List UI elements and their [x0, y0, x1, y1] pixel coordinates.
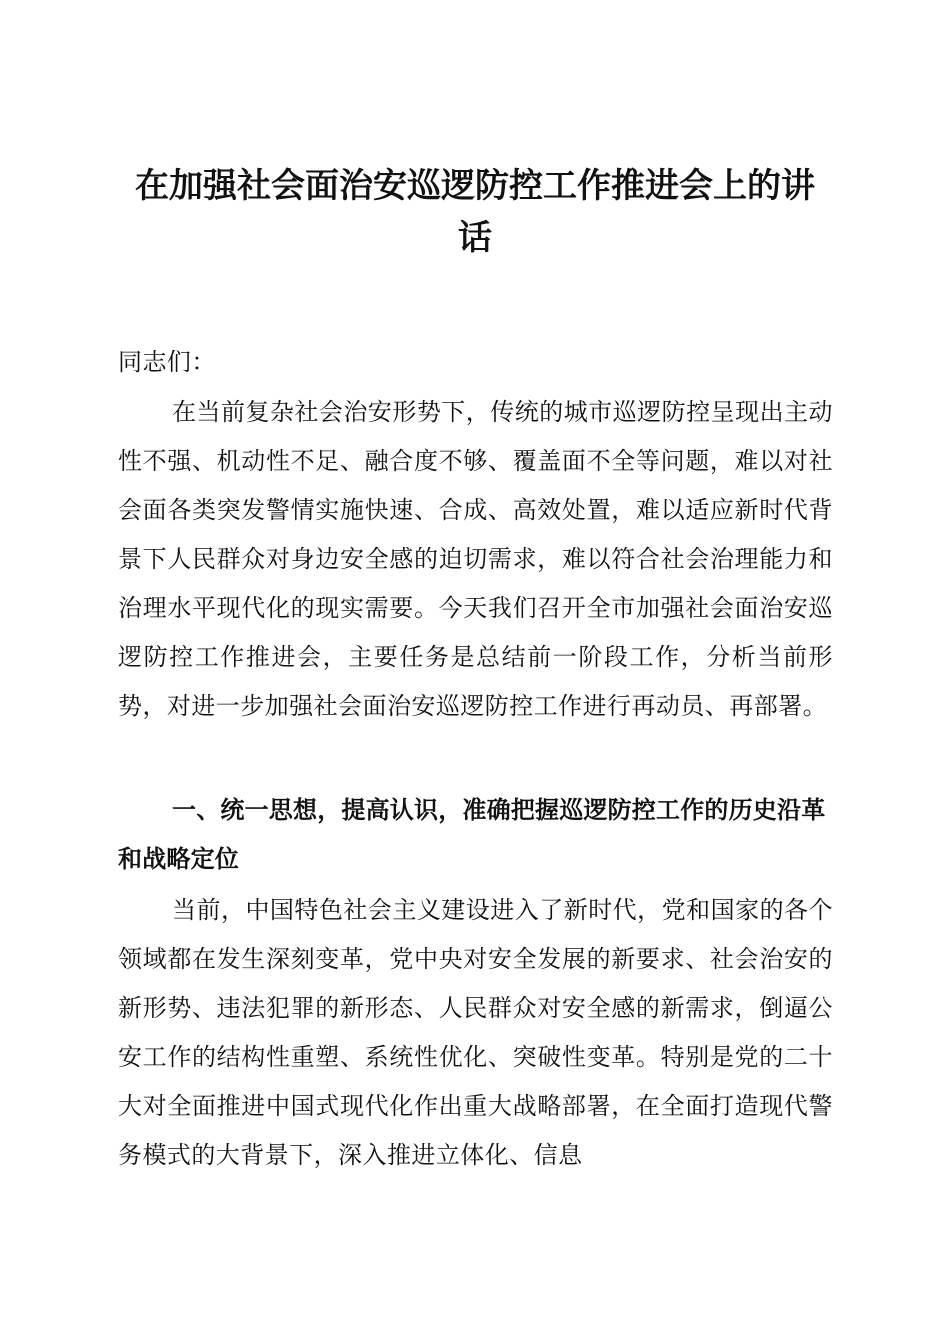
- document-title: 在加强社会面治安巡逻防控工作推进会上的讲话: [135, 166, 815, 258]
- section-heading: 一、统一思想，提高认识，准确把握巡逻防控工作的历史沿革和战略定位: [118, 796, 826, 873]
- body-paragraph: 在当前复杂社会治安形势下，传统的城市巡逻防控呈现出主动性不强、机动性不足、融合度不够、覆盖面不全等问题，难以对社会面各类突发警情实施快速、合成、高效处置，难以适应新时代背景下人民群众对身边安全感的迫切需求，难以符合社会治理能力和治理水平现代化的现实需要。今天我们召开全市加强社会面治安巡逻防控工作推进会，主要任务是总结前一阶段工作，分析当前形势，对进一步加强社会面治安巡逻防控工作进行再动员、再部署。: [118, 398, 833, 720]
- body-paragraph: 当前，中国特色社会主义建设进入了新时代，党和国家的各个领域都在发生深刻变革，党中央对安全发展的新要求、社会治安的新形势、违法犯罪的新形态、人民群众对安全感的新需求，倒逼公安工作的结构性重塑、系统性优化、突破性变革。特别是党的二十大对全面推进中国式现代化作出重大战略部署，在全面打造现代警务模式的大背景下，深入推进立体化、信息: [118, 896, 833, 1169]
- salutation: 同志们：: [118, 348, 216, 376]
